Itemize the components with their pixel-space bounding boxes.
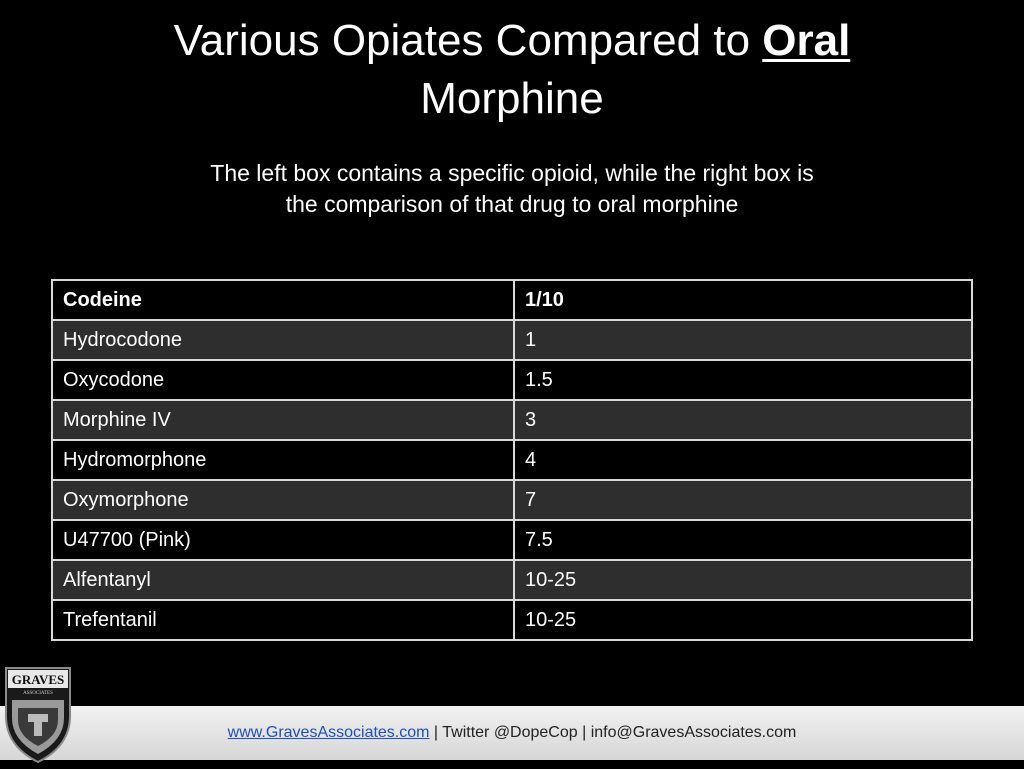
table-cell: 3 xyxy=(514,400,972,440)
table-cell: 1/10 xyxy=(514,280,972,320)
shield-logo-icon xyxy=(4,664,72,764)
footer-separator: | xyxy=(429,724,443,741)
table-cell: Oxycodone xyxy=(52,360,514,400)
table-cell: 7.5 xyxy=(514,520,972,560)
table-cell: U47700 (Pink) xyxy=(52,520,514,560)
slide-subtitle xyxy=(0,158,1024,220)
table-row xyxy=(52,480,972,520)
email-address: info@GravesAssociates.com xyxy=(590,724,797,741)
footer-separator: | xyxy=(577,724,591,741)
footer-bar xyxy=(0,706,1024,760)
opiate-comparison-table xyxy=(51,279,973,641)
table-cell: 4 xyxy=(514,440,972,480)
table-row xyxy=(52,520,972,560)
subtitle-line-2: the comparison of that drug to oral morphine xyxy=(285,191,739,217)
table-row xyxy=(52,560,972,600)
twitter-handle: Twitter @DopeCop xyxy=(442,724,578,741)
table-cell: 1.5 xyxy=(514,360,972,400)
title-emphasis: Oral xyxy=(762,16,851,65)
table-cell: 10-25 xyxy=(514,600,972,640)
title-line-1 xyxy=(0,12,1024,70)
table-row xyxy=(52,600,972,640)
table-cell: Morphine IV xyxy=(52,400,514,440)
table-row xyxy=(52,400,972,440)
table-header-row xyxy=(52,280,972,320)
table-row xyxy=(52,360,972,400)
title-line-2: Morphine xyxy=(420,74,604,123)
table-cell: 7 xyxy=(514,480,972,520)
table-cell: 10-25 xyxy=(514,560,972,600)
graves-logo xyxy=(4,664,72,764)
table-cell: Hydromorphone xyxy=(52,440,514,480)
logo-text: GRAVES xyxy=(11,672,65,687)
table-cell: Oxymorphone xyxy=(52,480,514,520)
table-cell: 1 xyxy=(514,320,972,360)
table-row xyxy=(52,320,972,360)
title-prefix: Various Opiates Compared to xyxy=(173,16,763,65)
subtitle-line-1: The left box contains a specific opioid, while the right box is xyxy=(210,160,814,186)
slide-title xyxy=(0,12,1024,128)
table-cell: Trefentanil xyxy=(52,600,514,640)
table-cell: Hydrocodone xyxy=(52,320,514,360)
table-cell: Codeine xyxy=(52,280,514,320)
website-link[interactable]: www.GravesAssociates.com xyxy=(227,724,430,741)
table-row xyxy=(52,440,972,480)
logo-subtext: ASSOCIATES xyxy=(23,691,53,696)
table-cell: Alfentanyl xyxy=(52,560,514,600)
